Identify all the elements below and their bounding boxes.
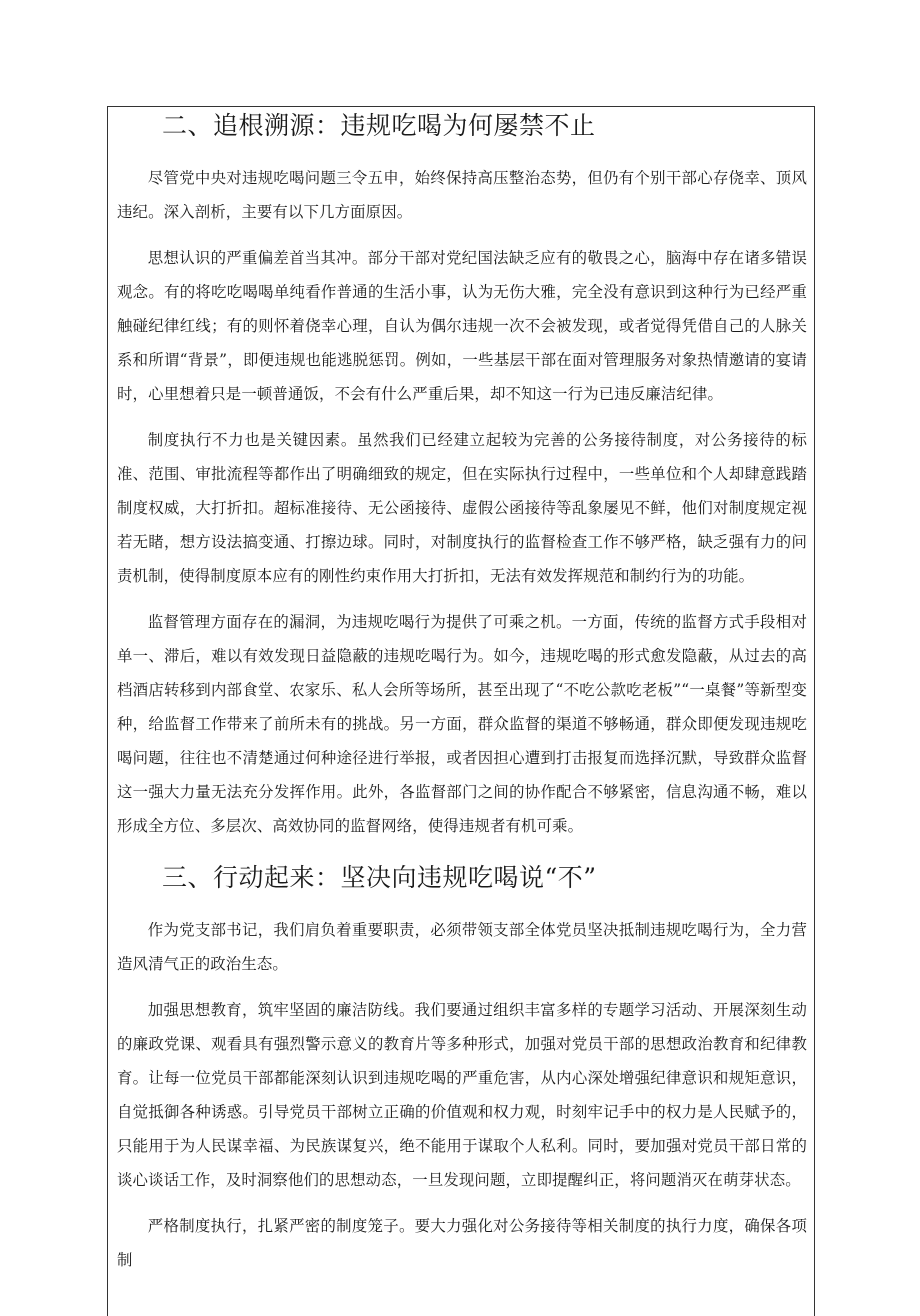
section-3-paragraph-2: 加强思想教育，筑牢坚固的廉洁防线。我们要通过组织丰富多样的专题学习活动、开展深刻生动的廉政党课、观看具有强烈警示意义的教育片等多种形式，加强对党员干部的思想政治教育和纪律教育。让每一位党员干部都能深刻认识到违规吃喝的严重危害，从内心深处增强纪律意识和规矩意识，自觉抵御各种诱惑。引导党员干部树立正确的价值观和权力观，时刻牢记手中的权力是人民赋予的，只能用于为人民谋幸福、为民族谋复兴，绝不能用于谋取个人私利。同时，要加强对党员干部日常的谈心谈话工作，及时洞察他们的思想动态，一旦发现问题，立即提醒纠正，将问题消灭在萌芽状态。 <box>117 1001 807 1189</box>
document-frame <box>107 106 815 1316</box>
document-body <box>117 111 807 1277</box>
section-3-paragraph-3: 严格制度执行，扎紧严密的制度笼子。要大力强化对公务接待等相关制度的执行力度，确保各项制 <box>117 1217 807 1269</box>
section-2-heading: 二、追根溯源：违规吃喝为何屡禁不止 <box>162 111 596 140</box>
section-2-paragraph-3: 制度执行不力也是关键因素。虽然我们已经建立起较为完善的公务接待制度，对公务接待的标准、范围、审批流程等都作出了明确细致的规定，但在实际执行过程中，一些单位和个人却肆意践踏制度权威，大打折扣。超标准接待、无公函接待、虚假公函接待等乱象屡见不鲜，他们对制度规定视若无睹，想方设法搞变通、打擦边球。同时，对制度执行的监督检查工作不够严格，缺乏强有力的问责机制，使得制度原本应有的刚性约束作用大打折扣，无法有效发挥规范和制约行为的功能。 <box>117 431 807 585</box>
section-2-paragraph-2: 思想认识的严重偏差首当其冲。部分干部对党纪国法缺乏应有的敬畏之心，脑海中存在诸多错误观念。有的将吃吃喝喝单纯看作普通的生活小事，认为无伤大雅，完全没有意识到这种行为已经严重触碰纪律红线；有的则怀着侥幸心理，自认为偶尔违规一次不会被发现，或者觉得凭借自己的人脉关系和所谓“背景”，即便违规也能逃脱惩罚。例如，一些基层干部在面对管理服务对象热情邀请的宴请时，心里想着只是一顿普通饭，不会有什么严重后果，却不知这一行为已违反廉洁纪律。 <box>117 249 807 403</box>
section-2-paragraph-4: 监督管理方面存在的漏洞，为违规吃喝行为提供了可乘之机。一方面，传统的监督方式手段相对单一、滞后，难以有效发现日益隐蔽的违规吃喝行为。如今，违规吃喝的形式愈发隐蔽，从过去的高档酒店转移到内部食堂、农家乐、私人会所等场所，甚至出现了“不吃公款吃老板”“一桌餐”等新型变种，给监督工作带来了前所未有的挑战。另一方面，群众监督的渠道不够畅通，群众即便发现违规吃喝问题，往往也不清楚通过何种途径进行举报，或者因担心遭到打击报复而选择沉默，导致群众监督这一强大力量无法充分发挥作用。此外，各监督部门之间的协作配合不够紧密，信息沟通不畅，难以形成全方位、多层次、高效协同的监督网络，使得违规者有机可乘。 <box>117 613 807 835</box>
section-2-paragraph-1: 尽管党中央对违规吃喝问题三令五申，始终保持高压整治态势，但仍有个别干部心存侥幸、顶风违纪。深入剖析，主要有以下几方面原因。 <box>117 169 807 221</box>
section-3-paragraph-1: 作为党支部书记，我们肩负着重要职责，必须带领支部全体党员坚决抵制违规吃喝行为，全力营造风清气正的政治生态。 <box>117 921 807 973</box>
section-3-heading: 三、行动起来：坚决向违规吃喝说“不” <box>162 863 597 892</box>
